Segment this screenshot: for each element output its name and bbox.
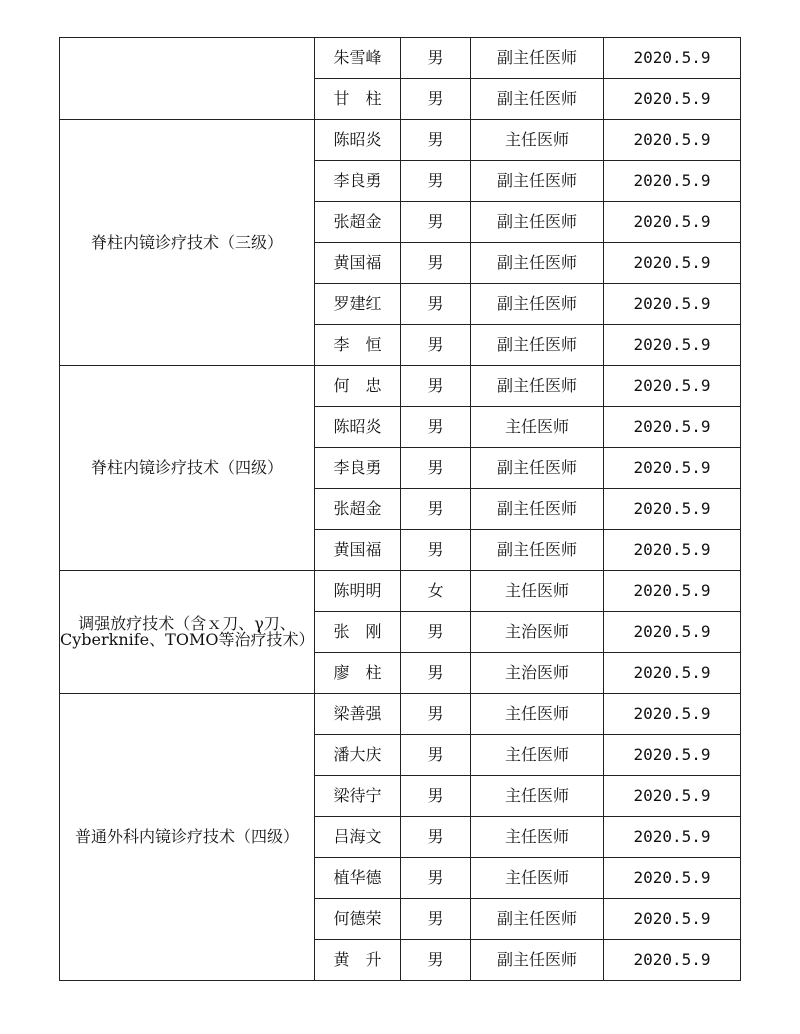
gender-cell: 男: [401, 530, 471, 571]
gender-cell: 男: [401, 940, 471, 981]
approval-date-cell: 2020.5.9: [604, 407, 741, 448]
job-title-cell: 副主任医师: [471, 899, 604, 940]
gender-cell: 男: [401, 38, 471, 79]
doctor-name-cell: 梁待宁: [315, 776, 401, 817]
job-title-cell: 副主任医师: [471, 448, 604, 489]
approval-date-cell: 2020.5.9: [604, 325, 741, 366]
approval-date-cell: 2020.5.9: [604, 202, 741, 243]
job-title-cell: 主任医师: [471, 817, 604, 858]
doctor-name-cell: 李 恒: [315, 325, 401, 366]
table-row: [60, 120, 741, 161]
approval-date-cell: 2020.5.9: [604, 79, 741, 120]
doctor-name-cell: 何 忠: [315, 366, 401, 407]
gender-cell: 男: [401, 161, 471, 202]
authorization-table: [59, 37, 741, 981]
job-title-cell: 副主任医师: [471, 489, 604, 530]
technique-label: 脊柱内镜诊疗技术（三级）: [90, 232, 283, 252]
approval-date-cell: 2020.5.9: [604, 817, 741, 858]
job-title-cell: 主任医师: [471, 407, 604, 448]
doctor-name-cell: 黄国福: [315, 530, 401, 571]
technique-cell: [60, 694, 315, 981]
approval-date-cell: 2020.5.9: [604, 530, 741, 571]
approval-date-cell: 2020.5.9: [604, 120, 741, 161]
doctor-name-cell: 植华德: [315, 858, 401, 899]
approval-date-cell: 2020.5.9: [604, 653, 741, 694]
doctor-name-cell: 罗建红: [315, 284, 401, 325]
gender-cell: 男: [401, 612, 471, 653]
table-row: [60, 366, 741, 407]
approval-date-cell: 2020.5.9: [604, 366, 741, 407]
gender-cell: 男: [401, 120, 471, 161]
doctor-name-cell: 陈明明: [315, 571, 401, 612]
technique-label: 普通外科内镜诊疗技术（四级）: [74, 827, 299, 846]
approval-date-cell: 2020.5.9: [604, 448, 741, 489]
job-title-cell: 副主任医师: [471, 79, 604, 120]
technique-cell: [60, 571, 315, 694]
doctor-name-cell: 何德荣: [315, 899, 401, 940]
doctor-name-cell: 陈昭炎: [315, 120, 401, 161]
approval-date-cell: 2020.5.9: [604, 489, 741, 530]
technique-label: 调强放疗技术（含ｘ刀、γ刀、Cyberknife、TOMO等治疗技术）: [60, 614, 315, 649]
approval-date-cell: 2020.5.9: [604, 899, 741, 940]
gender-cell: 男: [401, 202, 471, 243]
approval-date-cell: 2020.5.9: [604, 940, 741, 981]
doctor-name-cell: 黄 升: [315, 940, 401, 981]
job-title-cell: 主任医师: [471, 735, 604, 776]
job-title-cell: 主任医师: [471, 776, 604, 817]
approval-date-cell: 2020.5.9: [604, 776, 741, 817]
approval-date-cell: 2020.5.9: [604, 161, 741, 202]
gender-cell: 男: [401, 858, 471, 899]
table-row: [60, 694, 741, 735]
doctor-name-cell: 梁善强: [315, 694, 401, 735]
gender-cell: 女: [401, 571, 471, 612]
gender-cell: 男: [401, 284, 471, 325]
doctor-name-cell: 甘 柱: [315, 79, 401, 120]
job-title-cell: 副主任医师: [471, 940, 604, 981]
gender-cell: 男: [401, 776, 471, 817]
gender-cell: 男: [401, 243, 471, 284]
approval-date-cell: 2020.5.9: [604, 612, 741, 653]
technique-label: 脊柱内镜诊疗技术（四级）: [90, 458, 283, 477]
technique-cell: [60, 120, 315, 366]
gender-cell: 男: [401, 735, 471, 776]
table-row: [60, 571, 741, 612]
approval-date-cell: 2020.5.9: [604, 858, 741, 899]
doctor-name-cell: 廖 柱: [315, 653, 401, 694]
doctor-name-cell: 李良勇: [315, 448, 401, 489]
job-title-cell: 主任医师: [471, 120, 604, 161]
doctor-name-cell: 李良勇: [315, 161, 401, 202]
approval-date-cell: 2020.5.9: [604, 243, 741, 284]
job-title-cell: 副主任医师: [471, 38, 604, 79]
approval-date-cell: 2020.5.9: [604, 571, 741, 612]
technique-cell: [60, 38, 315, 120]
job-title-cell: 主治医师: [471, 612, 604, 653]
gender-cell: 男: [401, 653, 471, 694]
gender-cell: 男: [401, 366, 471, 407]
doctor-name-cell: 潘大庆: [315, 735, 401, 776]
technique-cell: [60, 366, 315, 571]
gender-cell: 男: [401, 448, 471, 489]
job-title-cell: 副主任医师: [471, 530, 604, 571]
gender-cell: 男: [401, 694, 471, 735]
doctor-name-cell: 张超金: [315, 202, 401, 243]
job-title-cell: 副主任医师: [471, 284, 604, 325]
job-title-cell: 副主任医师: [471, 202, 604, 243]
table-row: [60, 38, 741, 79]
gender-cell: 男: [401, 325, 471, 366]
doctor-name-cell: 张 刚: [315, 612, 401, 653]
doctor-name-cell: 朱雪峰: [315, 38, 401, 79]
gender-cell: 男: [401, 817, 471, 858]
job-title-cell: 主治医师: [471, 653, 604, 694]
gender-cell: 男: [401, 899, 471, 940]
gender-cell: 男: [401, 79, 471, 120]
table-body: [60, 38, 741, 981]
approval-date-cell: 2020.5.9: [604, 38, 741, 79]
job-title-cell: 主任医师: [471, 571, 604, 612]
doctor-name-cell: 黄国福: [315, 243, 401, 284]
doctor-name-cell: 吕海文: [315, 817, 401, 858]
approval-date-cell: 2020.5.9: [604, 694, 741, 735]
doctor-name-cell: 陈昭炎: [315, 407, 401, 448]
approval-date-cell: 2020.5.9: [604, 735, 741, 776]
gender-cell: 男: [401, 407, 471, 448]
job-title-cell: 主任医师: [471, 694, 604, 735]
doctor-name-cell: 张超金: [315, 489, 401, 530]
job-title-cell: 副主任医师: [471, 243, 604, 284]
gender-cell: 男: [401, 489, 471, 530]
job-title-cell: 副主任医师: [471, 366, 604, 407]
job-title-cell: 副主任医师: [471, 325, 604, 366]
approval-date-cell: 2020.5.9: [604, 284, 741, 325]
job-title-cell: 主任医师: [471, 858, 604, 899]
job-title-cell: 副主任医师: [471, 161, 604, 202]
